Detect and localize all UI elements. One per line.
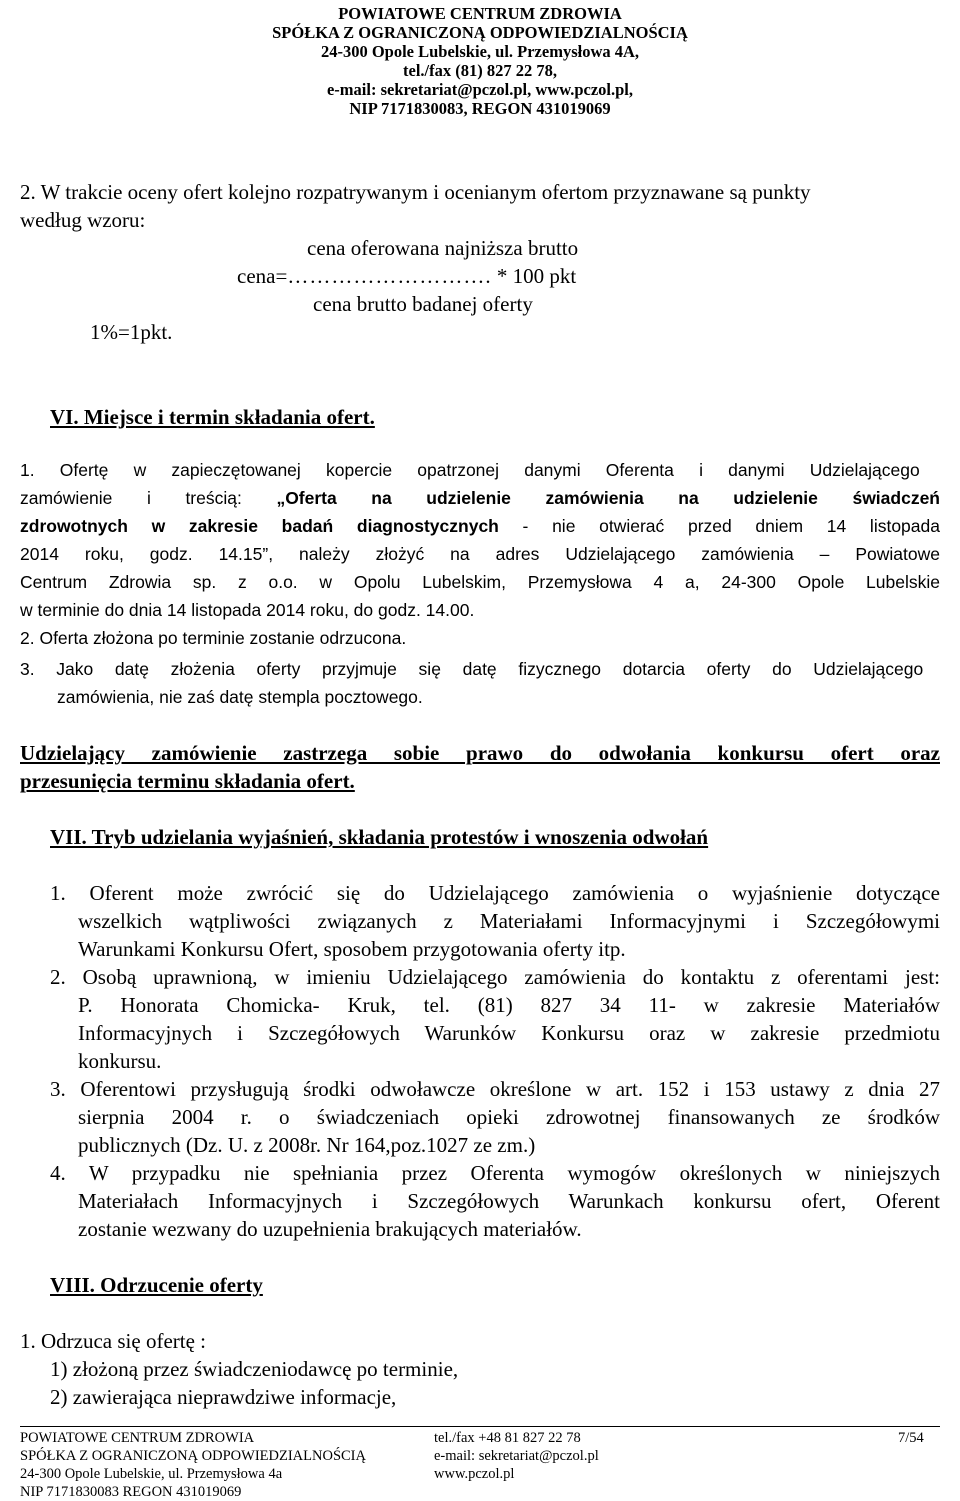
sec8-item1: 1. Odrzuca się ofertę :	[20, 1329, 206, 1353]
reservation-note-line2: przesunięcia terminu składania ofert.	[20, 769, 355, 793]
formula-numerator: cena oferowana najniższa brutto	[307, 236, 579, 260]
formula-line	[237, 262, 576, 290]
sec6-item1-line3-plain: - nie otwierać przed dniem 14 listopada	[498, 516, 940, 536]
sec7-item4-line3: zostanie wezwany do uzupełnienia brakujących materiałów.	[78, 1217, 582, 1241]
sec6-item1-line6: w terminie do dnia 14 listopada 2014 roku, do godz. 14.00.	[20, 600, 475, 620]
formula-denominator: cena brutto badanej oferty	[313, 292, 533, 316]
header-nip: NIP 7171830083, REGON 431019069	[349, 99, 611, 118]
sec7-item2-line2: P. Honorata Chomicka- Kruk, tel. (81) 827 34 11- w zakresie Materiałów	[78, 993, 940, 1017]
sec7-item3-line3: publicznych (Dz. U. z 2008r. Nr 164,poz.1027 ze zm.)	[78, 1133, 536, 1157]
sec8-subitem1: 1) złożoną przez świadczeniodawcę po terminie,	[50, 1357, 459, 1381]
formula-fraction-bar: ……………………….	[287, 264, 492, 288]
header-address: 24-300 Opole Lubelskie, ul. Przemysłowa 4A,	[320, 42, 640, 61]
footer-divider	[20, 1426, 940, 1427]
sec7-item3-line1: 3. Oferentowi przysługują środki odwoławcze określone w art. 152 i 153 ustawy z dnia 27	[50, 1077, 940, 1101]
header-phone: tel./fax (81) 827 22 78,	[403, 61, 557, 80]
section-6-title: VI. Miejsce i termin składania ofert.	[50, 405, 375, 429]
section-8-title: VIII. Odrzucenie oferty	[50, 1273, 263, 1297]
page-number: 7/54	[898, 1430, 924, 1446]
header-name: POWIATOWE CENTRUM ZDROWIA	[338, 4, 622, 23]
sec6-item1-line2-bold: „Oferta na udzielenie zamówienia na udzielenie świadczeń	[276, 488, 940, 508]
sec6-item1-line4: 2014 roku, godz. 14.15”, należy złożyć na adres Udzielającego zamówienia – Powiatowe	[20, 544, 940, 564]
sec7-item1-line2: wszelkich wątpliwości związanych z Materiałami Informacyjnymi i Szczegółowymi	[78, 909, 940, 933]
footer-nip: NIP 7171830083 REGON 431019069	[20, 1484, 242, 1500]
footer-company-form: SPÓŁKA Z OGRANICZONĄ ODPOWIEDZIALNOŚCIĄ	[20, 1448, 366, 1464]
formula-multiplier: * 100 pkt	[491, 264, 577, 288]
sec7-item2-line1: 2. Osobą uprawnioną, w imieniu Udzielającego zamówienia do kontaktu z oferentami jest:	[50, 965, 940, 989]
scoring-intro-line1: 2. W trakcie oceny ofert kolejno rozpatrywanym i ocenianym ofertom przyznawane są punkty	[20, 180, 811, 204]
sec7-item2-line3: Informacyjnych i Szczegółowych Warunków Konkursu oraz w zakresie przedmiotu	[78, 1021, 940, 1045]
sec6-item1-line3-bold: zdrowotnych w zakresie badań diagnostycznych	[20, 516, 499, 536]
sec6-item2: 2. Oferta złożona po terminie zostanie odrzucona.	[20, 628, 407, 648]
sec6-item1-line2	[20, 484, 940, 512]
header-company-form: SPÓŁKA Z OGRANICZONĄ ODPOWIEDZIALNOŚCIĄ	[272, 23, 688, 42]
sec6-item1-line1: 1. Ofertę w zapieczętowanej kopercie opatrzonej danymi Oferenta i danymi Udzielającego	[20, 460, 920, 480]
sec6-item1-line2-plain: zamówienie i treścią:	[20, 488, 277, 508]
footer-email: e-mail: sekretariat@pczol.pl	[434, 1448, 599, 1464]
sec6-item1-line5: Centrum Zdrowia sp. z o.o. w Opolu Lubelskim, Przemysłowa 4 a, 24-300 Opole Lubelskie	[20, 572, 940, 592]
sec6-item3-line1: 3. Jako datę złożenia oferty przyjmuje się datę fizycznego dotarcia oferty do Udzielającego	[20, 659, 924, 679]
reservation-note-line1: Udzielający zamówienie zastrzega sobie prawo do odwołania konkursu ofert oraz	[20, 741, 940, 765]
sec7-item1-line3: Warunkami Konkursu Ofert, sposobem przygotowania oferty itp.	[78, 937, 626, 961]
sec7-item1-line1: 1. Oferent może zwrócić się do Udzielającego zamówienia o wyjaśnienie dotyczące	[50, 881, 940, 905]
header-email: e-mail: sekretariat@pczol.pl, www.pczol.pl,	[326, 80, 634, 99]
sec6-item1-line3	[20, 512, 940, 540]
sec7-item2-line4: konkursu.	[78, 1049, 162, 1073]
sec7-item4-line1: 4. W przypadku nie spełniania przez Oferenta wymogów określonych w niniejszych	[50, 1161, 940, 1185]
footer-website: www.pczol.pl	[434, 1466, 515, 1482]
sec8-subitem2: 2) zawierająca nieprawdziwe informacje,	[50, 1385, 397, 1409]
sec7-item3-line2: sierpnia 2004 r. o świadczeniach opieki zdrowotnej finansowanych ze środków	[78, 1105, 940, 1129]
sec6-item3-line2: zamówienia, nie zaś datę stempla pocztowego.	[57, 687, 423, 707]
footer-phone: tel./fax +48 81 827 22 78	[434, 1430, 581, 1446]
footer-address: 24-300 Opole Lubelskie, ul. Przemysłowa 4a	[20, 1466, 283, 1482]
scoring-intro-line2: według wzoru:	[20, 208, 146, 232]
formula-percent-note: 1%=1pkt.	[90, 320, 173, 344]
sec7-item4-line2: Materiałach Informacyjnych i Szczegółowych Warunkach konkursu ofert, Oferent	[78, 1189, 940, 1213]
footer-company-name: POWIATOWE CENTRUM ZDROWIA	[20, 1430, 255, 1446]
formula-label: cena=	[237, 264, 288, 288]
section-7-title: VII. Tryb udzielania wyjaśnień, składania protestów i wnoszenia odwołań	[50, 825, 709, 849]
